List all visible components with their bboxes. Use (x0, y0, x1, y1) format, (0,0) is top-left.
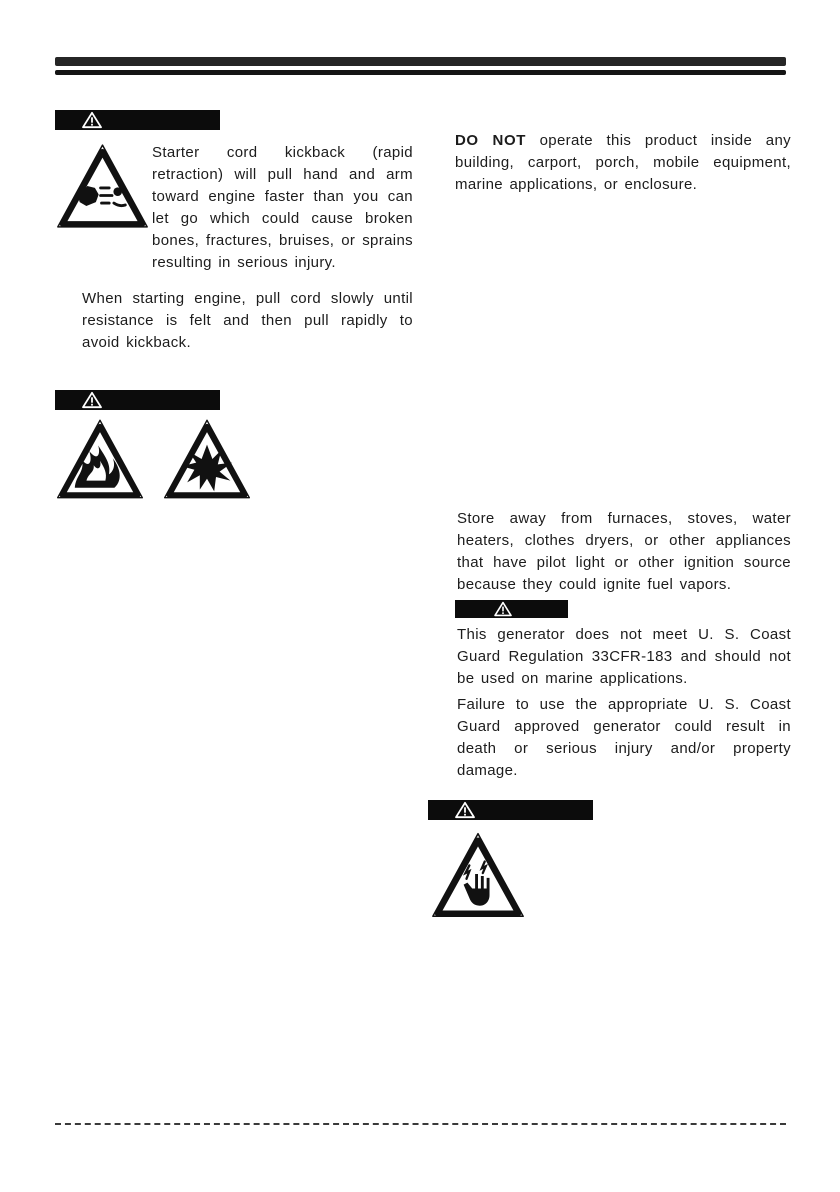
explosion-hazard-icon (162, 416, 252, 502)
do-not-operate-text (455, 130, 791, 196)
do-not-rest: operate this product inside any building, carport, porch, mobile equipment, marine applications, or enclosure. (455, 132, 791, 193)
fire-explosion-hazard-figures (55, 416, 252, 502)
top-rule-thin (55, 70, 786, 75)
cord-kickback-hazard-icon (55, 140, 150, 237)
warning-triangle-icon (454, 801, 476, 819)
kickback-instruction-text: When starting engine, pull cord slowly until resistance is felt and then pull rapidly to avoid kickback. (82, 290, 413, 351)
kickback-warning-text: Starter cord kickback (rapid retraction) will pull hand and arm toward engine faster than you can let go which could cause broken bones, fractures, bruises, or sprains resulting in serious injury. (152, 144, 413, 271)
coast-guard-regulation-text: This generator does not meet U. S. Coast Guard Regulation 33CFR-183 and should not be used on marine applications. (457, 626, 791, 687)
electric-shock-hazard-icon (430, 828, 526, 927)
warning-triangle-icon (81, 391, 103, 409)
store-away-text: Store away from furnaces, stoves, water heaters, clothes dryers, or other appliances that have pilot light or other ignition source because they could ignite fuel vapors. (457, 510, 791, 593)
warning-header-bar-kickback (55, 110, 220, 130)
left-column (55, 110, 413, 354)
warning-header-bar-shock (428, 800, 593, 820)
top-rules (55, 57, 786, 75)
coast-guard-failure-text: Failure to use the appropriate U. S. Coast Guard approved generator could result in death or serious injury and/or property damage. (457, 696, 791, 779)
top-rule-thick (55, 57, 786, 66)
warning-header-bar-coast-guard (455, 600, 568, 618)
do-not-bold: DO NOT (455, 132, 526, 149)
warning-triangle-icon (81, 111, 103, 129)
fire-hazard-icon (55, 416, 145, 502)
warning-header-bar-fire (55, 390, 220, 410)
bottom-dashed-divider (55, 1123, 786, 1125)
warning-triangle-icon (493, 601, 513, 617)
